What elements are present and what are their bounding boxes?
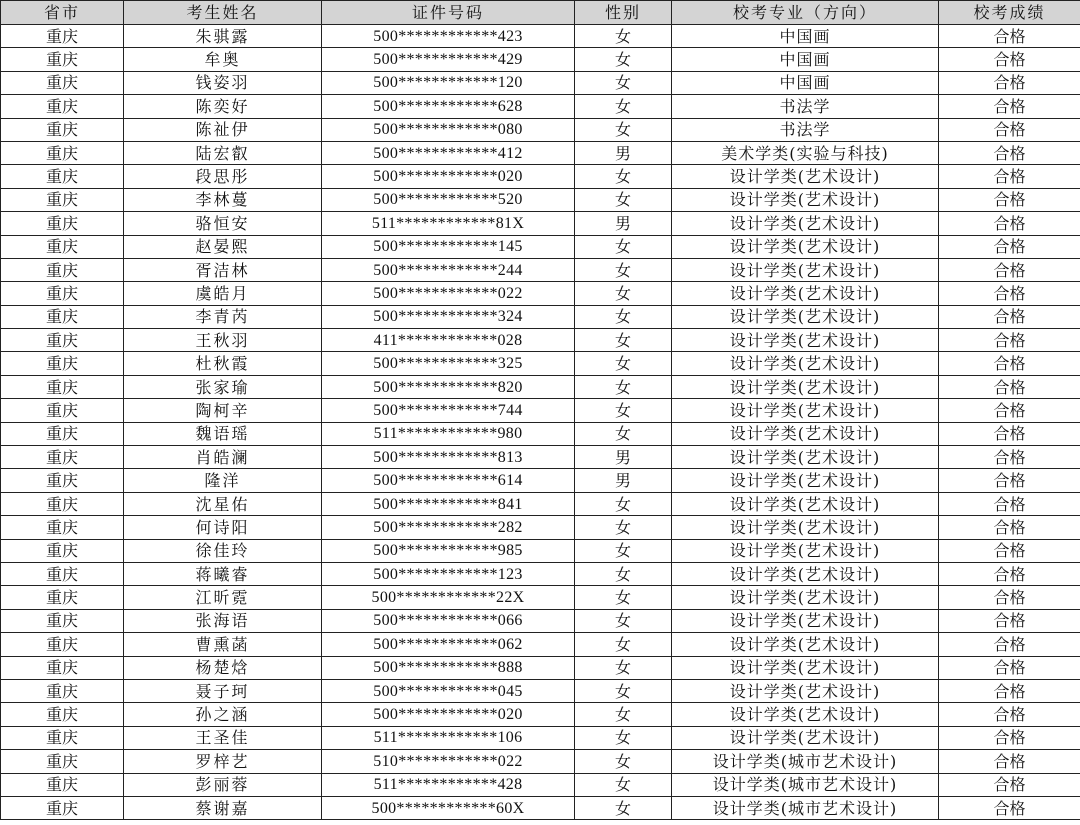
cell-id-number: 411************028 xyxy=(322,329,575,352)
cell-student-name: 肖皓澜 xyxy=(124,446,322,469)
cell-id-number: 500************066 xyxy=(322,609,575,632)
cell-gender: 女 xyxy=(575,352,672,375)
cell-student-name: 骆恒安 xyxy=(124,212,322,235)
table-row xyxy=(1,25,1080,48)
cell-gender: 男 xyxy=(575,212,672,235)
cell-gender: 女 xyxy=(575,773,672,796)
table-row xyxy=(1,329,1080,352)
cell-student-name: 胥洁林 xyxy=(124,258,322,281)
cell-major: 中国画 xyxy=(672,71,939,94)
cell-gender: 女 xyxy=(575,796,672,819)
cell-province: 重庆 xyxy=(1,399,124,422)
cell-result: 合格 xyxy=(939,773,1080,796)
cell-province: 重庆 xyxy=(1,796,124,819)
table-row xyxy=(1,633,1080,656)
table-row xyxy=(1,562,1080,585)
cell-id-number: 510************022 xyxy=(322,750,575,773)
cell-major: 设计学类(艺术设计) xyxy=(672,609,939,632)
cell-major: 美术学类(实验与科技) xyxy=(672,141,939,164)
cell-student-name: 孙之涵 xyxy=(124,703,322,726)
cell-result: 合格 xyxy=(939,25,1080,48)
cell-major: 设计学类(艺术设计) xyxy=(672,212,939,235)
cell-province: 重庆 xyxy=(1,750,124,773)
cell-gender: 女 xyxy=(575,562,672,585)
cell-id-number: 500************325 xyxy=(322,352,575,375)
cell-student-name: 钱姿羽 xyxy=(124,71,322,94)
cell-student-name: 沈星佑 xyxy=(124,492,322,515)
cell-result: 合格 xyxy=(939,141,1080,164)
cell-gender: 女 xyxy=(575,305,672,328)
cell-student-name: 江昕霓 xyxy=(124,586,322,609)
cell-student-name: 张海语 xyxy=(124,609,322,632)
table-row xyxy=(1,399,1080,422)
cell-result: 合格 xyxy=(939,446,1080,469)
cell-province: 重庆 xyxy=(1,165,124,188)
cell-province: 重庆 xyxy=(1,562,124,585)
table-row xyxy=(1,118,1080,141)
table-row xyxy=(1,539,1080,562)
table-row xyxy=(1,422,1080,445)
table-row xyxy=(1,282,1080,305)
table-row xyxy=(1,703,1080,726)
cell-gender: 女 xyxy=(575,750,672,773)
table-row xyxy=(1,95,1080,118)
cell-gender: 女 xyxy=(575,399,672,422)
cell-gender: 男 xyxy=(575,141,672,164)
table-row xyxy=(1,726,1080,749)
cell-province: 重庆 xyxy=(1,609,124,632)
cell-id-number: 500************888 xyxy=(322,656,575,679)
cell-major: 设计学类(艺术设计) xyxy=(672,562,939,585)
cell-id-number: 500************062 xyxy=(322,633,575,656)
cell-gender: 女 xyxy=(575,71,672,94)
cell-result: 合格 xyxy=(939,212,1080,235)
table-row xyxy=(1,773,1080,796)
cell-gender: 女 xyxy=(575,539,672,562)
cell-gender: 女 xyxy=(575,516,672,539)
table-row xyxy=(1,796,1080,819)
table-row xyxy=(1,188,1080,211)
cell-id-number: 500************744 xyxy=(322,399,575,422)
cell-result: 合格 xyxy=(939,609,1080,632)
cell-province: 重庆 xyxy=(1,141,124,164)
cell-province: 重庆 xyxy=(1,679,124,702)
cell-major: 设计学类(艺术设计) xyxy=(672,258,939,281)
cell-province: 重庆 xyxy=(1,773,124,796)
cell-province: 重庆 xyxy=(1,633,124,656)
cell-id-number: 500************60X xyxy=(322,796,575,819)
cell-gender: 女 xyxy=(575,679,672,702)
cell-result: 合格 xyxy=(939,656,1080,679)
cell-student-name: 王秋羽 xyxy=(124,329,322,352)
cell-province: 重庆 xyxy=(1,422,124,445)
cell-gender: 女 xyxy=(575,282,672,305)
cell-id-number: 500************22X xyxy=(322,586,575,609)
cell-province: 重庆 xyxy=(1,282,124,305)
cell-major: 设计学类(艺术设计) xyxy=(672,375,939,398)
cell-id-number: 500************628 xyxy=(322,95,575,118)
table-row xyxy=(1,469,1080,492)
cell-province: 重庆 xyxy=(1,703,124,726)
table-row xyxy=(1,750,1080,773)
cell-major: 设计学类(艺术设计) xyxy=(672,656,939,679)
cell-gender: 女 xyxy=(575,165,672,188)
header-province: 省市 xyxy=(1,1,124,25)
cell-major: 设计学类(艺术设计) xyxy=(672,633,939,656)
cell-gender: 女 xyxy=(575,95,672,118)
header-gender: 性别 xyxy=(575,1,672,25)
cell-id-number: 500************244 xyxy=(322,258,575,281)
header-row xyxy=(1,1,1080,25)
cell-id-number: 500************614 xyxy=(322,469,575,492)
cell-province: 重庆 xyxy=(1,516,124,539)
cell-province: 重庆 xyxy=(1,352,124,375)
cell-result: 合格 xyxy=(939,48,1080,71)
cell-result: 合格 xyxy=(939,726,1080,749)
cell-student-name: 张家瑜 xyxy=(124,375,322,398)
cell-student-name: 徐佳玲 xyxy=(124,539,322,562)
table-row xyxy=(1,165,1080,188)
cell-student-name: 彭丽蓉 xyxy=(124,773,322,796)
cell-major: 设计学类(艺术设计) xyxy=(672,329,939,352)
cell-province: 重庆 xyxy=(1,258,124,281)
cell-gender: 女 xyxy=(575,375,672,398)
cell-gender: 男 xyxy=(575,469,672,492)
table-row xyxy=(1,446,1080,469)
table-row xyxy=(1,516,1080,539)
cell-province: 重庆 xyxy=(1,188,124,211)
cell-student-name: 陶柯辛 xyxy=(124,399,322,422)
table-row xyxy=(1,48,1080,71)
cell-id-number: 500************813 xyxy=(322,446,575,469)
cell-id-number: 500************520 xyxy=(322,188,575,211)
cell-major: 设计学类(城市艺术设计) xyxy=(672,796,939,819)
cell-id-number: 511************81X xyxy=(322,212,575,235)
cell-result: 合格 xyxy=(939,235,1080,258)
cell-student-name: 牟奥 xyxy=(124,48,322,71)
cell-gender: 女 xyxy=(575,188,672,211)
cell-result: 合格 xyxy=(939,95,1080,118)
cell-province: 重庆 xyxy=(1,118,124,141)
table-row xyxy=(1,305,1080,328)
cell-id-number: 500************429 xyxy=(322,48,575,71)
table-row xyxy=(1,492,1080,515)
cell-id-number: 500************020 xyxy=(322,703,575,726)
cell-student-name: 蒋曦睿 xyxy=(124,562,322,585)
cell-result: 合格 xyxy=(939,633,1080,656)
table-row xyxy=(1,258,1080,281)
cell-province: 重庆 xyxy=(1,539,124,562)
cell-province: 重庆 xyxy=(1,48,124,71)
cell-major: 设计学类(艺术设计) xyxy=(672,235,939,258)
cell-major: 设计学类(艺术设计) xyxy=(672,352,939,375)
cell-major: 书法学 xyxy=(672,95,939,118)
cell-result: 合格 xyxy=(939,562,1080,585)
cell-id-number: 511************428 xyxy=(322,773,575,796)
header-result: 校考成绩 xyxy=(939,1,1080,25)
cell-province: 重庆 xyxy=(1,586,124,609)
cell-result: 合格 xyxy=(939,469,1080,492)
cell-result: 合格 xyxy=(939,750,1080,773)
cell-gender: 女 xyxy=(575,422,672,445)
cell-id-number: 500************985 xyxy=(322,539,575,562)
cell-result: 合格 xyxy=(939,422,1080,445)
cell-result: 合格 xyxy=(939,703,1080,726)
cell-province: 重庆 xyxy=(1,235,124,258)
cell-id-number: 500************022 xyxy=(322,282,575,305)
table-body xyxy=(1,25,1080,820)
cell-province: 重庆 xyxy=(1,95,124,118)
cell-major: 设计学类(艺术设计) xyxy=(672,516,939,539)
cell-province: 重庆 xyxy=(1,446,124,469)
cell-student-name: 陈祉伊 xyxy=(124,118,322,141)
cell-student-name: 陆宏叡 xyxy=(124,141,322,164)
cell-result: 合格 xyxy=(939,375,1080,398)
cell-major: 设计学类(艺术设计) xyxy=(672,422,939,445)
cell-major: 设计学类(艺术设计) xyxy=(672,399,939,422)
header-major: 校考专业（方向） xyxy=(672,1,939,25)
cell-id-number: 500************841 xyxy=(322,492,575,515)
cell-id-number: 500************123 xyxy=(322,562,575,585)
cell-gender: 女 xyxy=(575,48,672,71)
table-row xyxy=(1,352,1080,375)
cell-major: 设计学类(艺术设计) xyxy=(672,188,939,211)
table-row xyxy=(1,679,1080,702)
cell-gender: 女 xyxy=(575,118,672,141)
cell-gender: 女 xyxy=(575,492,672,515)
cell-gender: 女 xyxy=(575,609,672,632)
cell-major: 设计学类(艺术设计) xyxy=(672,586,939,609)
cell-gender: 女 xyxy=(575,726,672,749)
table-row xyxy=(1,375,1080,398)
cell-student-name: 聂子珂 xyxy=(124,679,322,702)
cell-major: 设计学类(艺术设计) xyxy=(672,446,939,469)
cell-result: 合格 xyxy=(939,118,1080,141)
cell-student-name: 赵晏熙 xyxy=(124,235,322,258)
cell-result: 合格 xyxy=(939,165,1080,188)
cell-gender: 女 xyxy=(575,586,672,609)
cell-id-number: 500************120 xyxy=(322,71,575,94)
cell-province: 重庆 xyxy=(1,469,124,492)
cell-major: 设计学类(艺术设计) xyxy=(672,492,939,515)
cell-student-name: 王圣佳 xyxy=(124,726,322,749)
cell-student-name: 陈奕好 xyxy=(124,95,322,118)
cell-province: 重庆 xyxy=(1,726,124,749)
cell-id-number: 500************045 xyxy=(322,679,575,702)
cell-student-name: 杜秋霞 xyxy=(124,352,322,375)
cell-student-name: 罗梓艺 xyxy=(124,750,322,773)
table-row xyxy=(1,656,1080,679)
cell-result: 合格 xyxy=(939,492,1080,515)
cell-id-number: 500************820 xyxy=(322,375,575,398)
cell-student-name: 李林蔓 xyxy=(124,188,322,211)
cell-major: 设计学类(城市艺术设计) xyxy=(672,750,939,773)
cell-gender: 女 xyxy=(575,235,672,258)
cell-gender: 女 xyxy=(575,656,672,679)
cell-result: 合格 xyxy=(939,539,1080,562)
cell-gender: 女 xyxy=(575,25,672,48)
cell-result: 合格 xyxy=(939,188,1080,211)
cell-result: 合格 xyxy=(939,796,1080,819)
cell-result: 合格 xyxy=(939,258,1080,281)
cell-result: 合格 xyxy=(939,305,1080,328)
cell-major: 中国画 xyxy=(672,25,939,48)
cell-gender: 女 xyxy=(575,329,672,352)
cell-id-number: 500************282 xyxy=(322,516,575,539)
cell-id-number: 500************423 xyxy=(322,25,575,48)
cell-gender: 女 xyxy=(575,703,672,726)
cell-student-name: 虞皓月 xyxy=(124,282,322,305)
cell-result: 合格 xyxy=(939,71,1080,94)
cell-province: 重庆 xyxy=(1,305,124,328)
cell-result: 合格 xyxy=(939,586,1080,609)
cell-major: 设计学类(城市艺术设计) xyxy=(672,773,939,796)
cell-student-name: 何诗阳 xyxy=(124,516,322,539)
cell-major: 设计学类(艺术设计) xyxy=(672,726,939,749)
cell-result: 合格 xyxy=(939,399,1080,422)
cell-id-number: 511************106 xyxy=(322,726,575,749)
cell-major: 书法学 xyxy=(672,118,939,141)
cell-id-number: 500************020 xyxy=(322,165,575,188)
cell-province: 重庆 xyxy=(1,375,124,398)
cell-student-name: 曹熏菡 xyxy=(124,633,322,656)
cell-id-number: 500************145 xyxy=(322,235,575,258)
cell-student-name: 隆洋 xyxy=(124,469,322,492)
cell-gender: 女 xyxy=(575,633,672,656)
table-header xyxy=(1,1,1080,25)
cell-student-name: 李青芮 xyxy=(124,305,322,328)
cell-province: 重庆 xyxy=(1,329,124,352)
table-row xyxy=(1,586,1080,609)
cell-major: 中国画 xyxy=(672,48,939,71)
cell-province: 重庆 xyxy=(1,656,124,679)
cell-result: 合格 xyxy=(939,352,1080,375)
cell-student-name: 魏语瑶 xyxy=(124,422,322,445)
cell-major: 设计学类(艺术设计) xyxy=(672,469,939,492)
table-row xyxy=(1,609,1080,632)
cell-id-number: 500************412 xyxy=(322,141,575,164)
cell-major: 设计学类(艺术设计) xyxy=(672,305,939,328)
table-row xyxy=(1,71,1080,94)
cell-id-number: 500************080 xyxy=(322,118,575,141)
cell-student-name: 杨楚焓 xyxy=(124,656,322,679)
table-row xyxy=(1,212,1080,235)
cell-result: 合格 xyxy=(939,679,1080,702)
cell-major: 设计学类(艺术设计) xyxy=(672,679,939,702)
cell-major: 设计学类(艺术设计) xyxy=(672,703,939,726)
table-row xyxy=(1,141,1080,164)
header-student-name: 考生姓名 xyxy=(124,1,322,25)
cell-id-number: 511************980 xyxy=(322,422,575,445)
cell-result: 合格 xyxy=(939,329,1080,352)
cell-student-name: 段思彤 xyxy=(124,165,322,188)
cell-gender: 男 xyxy=(575,446,672,469)
cell-id-number: 500************324 xyxy=(322,305,575,328)
cell-gender: 女 xyxy=(575,258,672,281)
cell-student-name: 蔡谢嘉 xyxy=(124,796,322,819)
cell-province: 重庆 xyxy=(1,71,124,94)
cell-student-name: 朱骐露 xyxy=(124,25,322,48)
cell-result: 合格 xyxy=(939,516,1080,539)
cell-province: 重庆 xyxy=(1,25,124,48)
cell-major: 设计学类(艺术设计) xyxy=(672,165,939,188)
header-id-number: 证件号码 xyxy=(322,1,575,25)
cell-major: 设计学类(艺术设计) xyxy=(672,282,939,305)
cell-major: 设计学类(艺术设计) xyxy=(672,539,939,562)
table-row xyxy=(1,235,1080,258)
cell-result: 合格 xyxy=(939,282,1080,305)
cell-province: 重庆 xyxy=(1,212,124,235)
cell-province: 重庆 xyxy=(1,492,124,515)
